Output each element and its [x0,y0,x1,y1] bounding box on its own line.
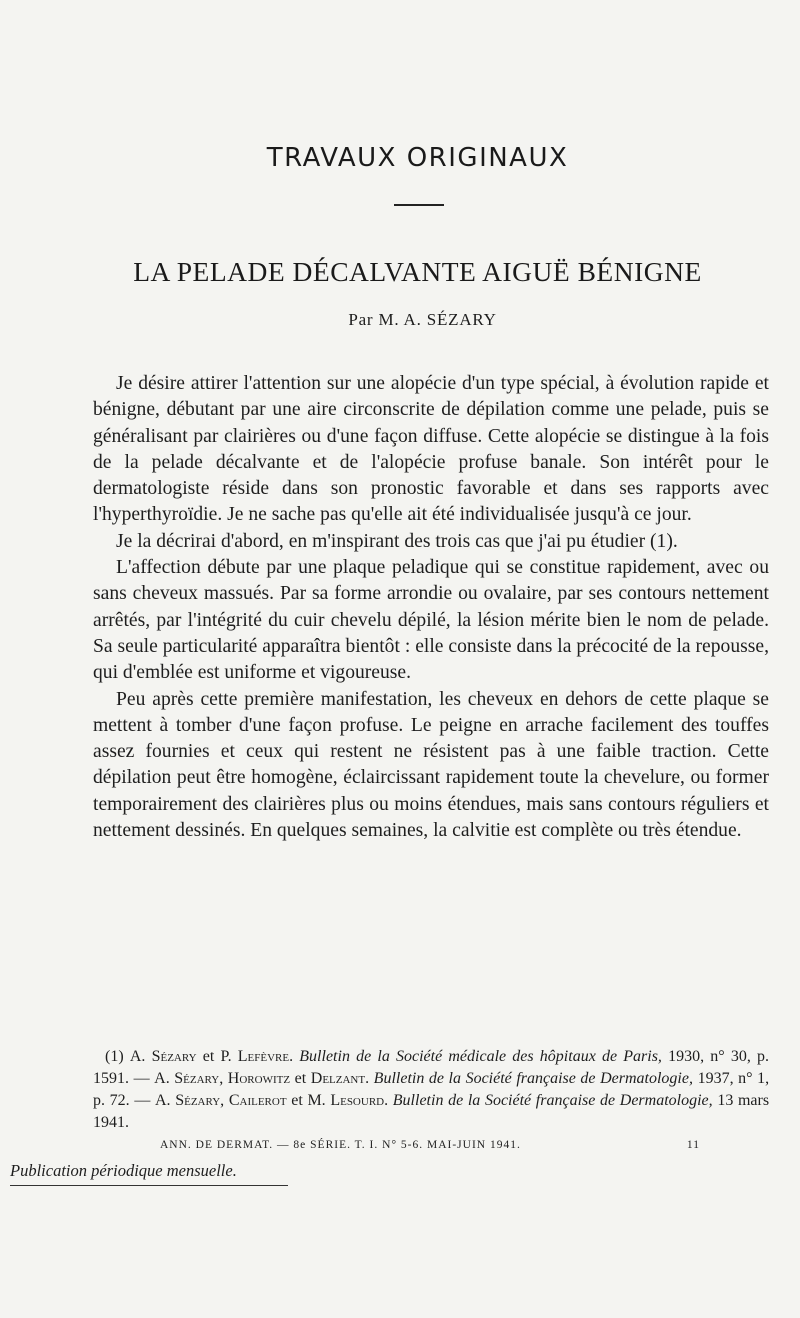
footnote-author: A. Sézary, Cailerot [155,1092,287,1109]
footnote-author: Delzant. [310,1070,370,1087]
footnote-ref: 1930, n° 30, p. 1591. — [93,1048,770,1087]
footnote-journal: Bulletin de la Société française de Dermatologie, [392,1092,713,1109]
heading-divider [394,204,444,206]
article-title: LA PELADE DÉCALVANTE AIGUË BÉNIGNE [133,256,702,287]
publication-note-underline [10,1185,288,1186]
page-number: 11 [686,1139,700,1151]
footnote-conjunction: et [202,1048,215,1065]
publication-note: Publication périodique mensuelle. [10,1161,237,1180]
author-byline: Par M. A. SÉZARY [348,310,497,329]
footnote-author: M. Lesourd. [307,1092,389,1109]
paragraph-3: L'affection débute par une plaque peladique qui se constitue rapidement, avec ou sans cheveux massués. Par sa forme arrondie ou ovalaire, par ses contours nettement arrêtés, par l'intégrité du cuir chevelu dépilé, la lésion mérite bien le nom de pelade. Sa seule particularité apparaîtra bientôt : elle consiste dans la précocité de la repousse, qui d'emblée est uniforme et vigoureuse. [93,557,769,684]
running-footer [160,1139,700,1151]
section-heading: TRAVAUX ORIGINAUX [266,143,569,173]
footnote-journal: Bulletin de la Société française de Dermatologie, [373,1070,693,1087]
footnote-conjunction: et [291,1092,303,1109]
footnote-author: A. Sézary, Horowitz [154,1070,291,1087]
footnote-author: P. Lefèvre. [220,1048,294,1065]
footnote-conjunction: et [294,1070,307,1087]
journal-issue-line: ANN. DE DERMAT. — 8e SÉRIE. T. I. N° 5-6. MAI-JUIN 1941. [160,1139,521,1151]
paragraph-1: Je désire attirer l'attention sur une alopécie d'un type spécial, à évolution rapide et bénigne, débutant par une aire circonscrite de dépilation comme une pelade, puis se généralisant par clairières ou d'une façon diffuse. Cette alopécie se distingue à la fois de la pelade décalvante et de l'alopécie profuse banale. Son intérêt pour le dermatologiste réside dans son pronostic favorable et dans ses rapports avec l'hyperthyroïdie. Je ne sache pas qu'elle ait été individualisée jusqu'à ce jour. [93,373,769,526]
footnote-journal: Bulletin de la Société médicale des hôpitaux de Paris, [299,1048,662,1065]
footnote-author: A. Sézary [129,1048,197,1065]
footnote-ref: 13 mars 1941. [93,1092,770,1131]
paragraph-2: Je la décrirai d'abord, en m'inspirant des trois cas que j'ai pu étudier (1). [116,530,678,552]
footnote-marker: (1) [105,1048,124,1065]
footnote-ref: 1937, n° 1, p. 72. — [93,1070,770,1109]
footnote-1 [93,1046,769,1134]
article-body [93,371,769,844]
paragraph-4: Peu après cette première manifestation, les cheveux en dehors de cette plaque se mettent à tomber d'une façon profuse. Le peigne en arrache facilement des touffes assez fournies et ceux qui restent ne résistent pas à une faible traction. Cette dépilation peut être homogène, éclaircissant rapidement toute la chevelure, ou former temporairement des clairières plus ou moins étendues, mais sans contours réguliers et nettement dessinés. En quelques semaines, la calvitie est complète ou très étendue. [93,688,769,842]
